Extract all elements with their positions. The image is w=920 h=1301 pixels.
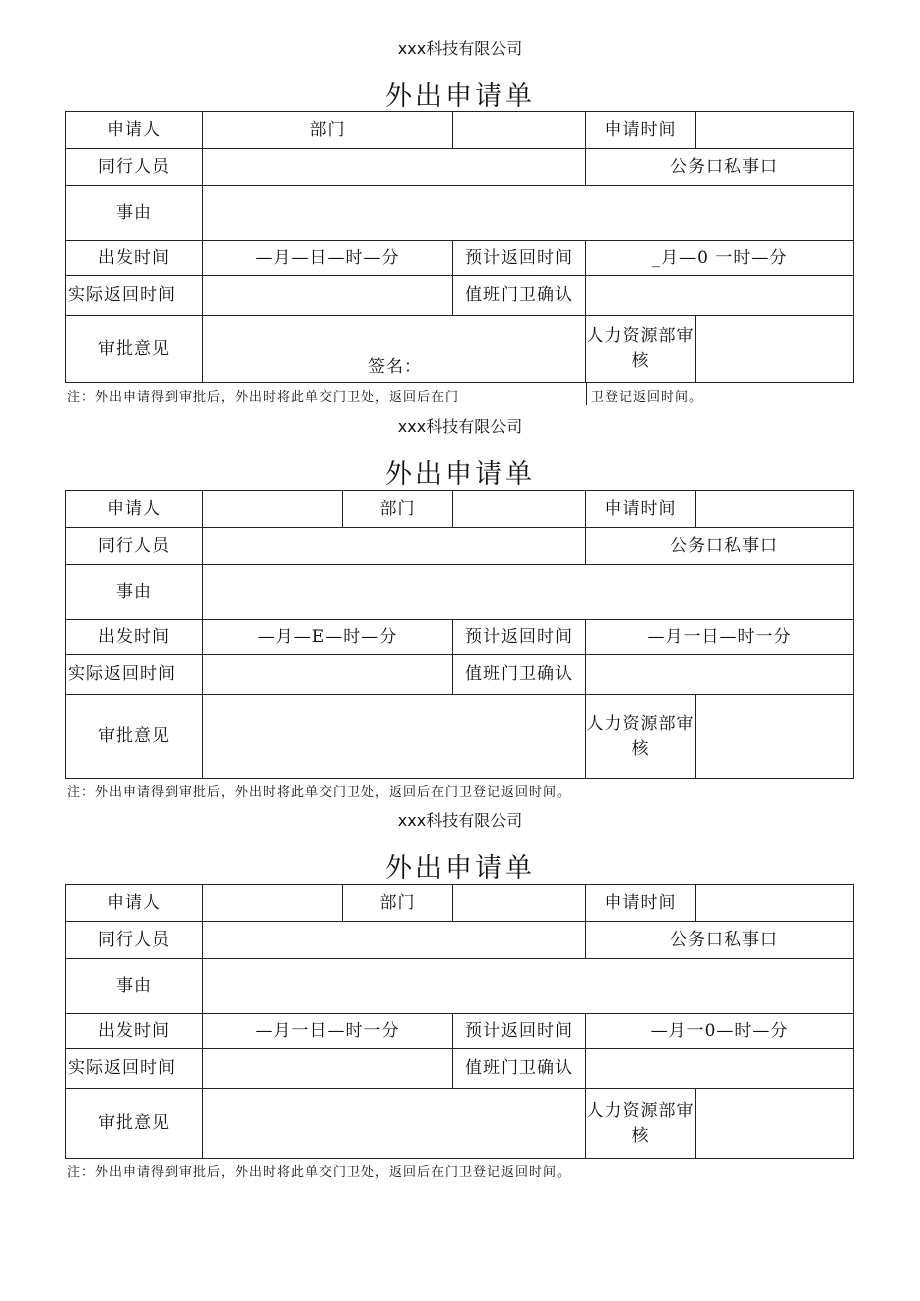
expected-return-field[interactable]: —月一0—时—分 <box>586 1014 854 1049</box>
approval-label: 审批意见 <box>66 695 203 779</box>
companions-label: 同行人员 <box>66 149 203 186</box>
actual-return-field[interactable] <box>203 655 453 695</box>
trip-type-choice[interactable]: 公务口私事口 <box>586 149 854 186</box>
companions-field[interactable] <box>203 528 586 565</box>
depart-time-label: 出发时间 <box>66 1014 203 1049</box>
signature-label: 签名： <box>368 357 422 378</box>
applicant-label: 申请人 <box>66 491 203 528</box>
department-field[interactable] <box>453 112 586 149</box>
guard-confirm-label: 值班门卫确认 <box>453 1049 586 1089</box>
company-name: xxx科技有限公司 <box>397 417 523 436</box>
company-name: xxx科技有限公司 <box>397 811 523 830</box>
expected-return-label: 预计返回时间 <box>453 620 586 655</box>
hr-review-field[interactable] <box>696 1089 854 1159</box>
companions-field[interactable] <box>203 922 586 959</box>
depart-time-field[interactable]: —月—E—时—分 <box>203 620 453 655</box>
reason-field[interactable] <box>203 959 854 1014</box>
form-note: 注：外出申请得到审批后，外出时将此单交门卫处，返回后在门卫登记返回时间。 <box>67 785 572 800</box>
apply-time-field[interactable] <box>696 885 854 922</box>
column-divider <box>586 383 587 405</box>
approval-field[interactable] <box>203 316 586 383</box>
reason-field[interactable] <box>203 186 854 241</box>
hr-review-label: 人力资源部审核 <box>586 1089 696 1159</box>
actual-return-label: 实际返回时间 <box>66 655 203 695</box>
application-form-table <box>65 884 854 1159</box>
approval-field[interactable] <box>203 695 586 779</box>
companions-label: 同行人员 <box>66 922 203 959</box>
reason-field[interactable] <box>203 565 854 620</box>
department-label: 部门 <box>343 491 453 528</box>
apply-time-label: 申请时间 <box>586 885 696 922</box>
application-form-table <box>65 111 854 383</box>
applicant-field[interactable] <box>203 491 343 528</box>
hr-review-label: 人力资源部审核 <box>586 695 696 779</box>
guard-confirm-field[interactable] <box>586 655 854 695</box>
hr-review-field[interactable] <box>696 695 854 779</box>
apply-time-label: 申请时间 <box>586 491 696 528</box>
guard-confirm-label: 值班门卫确认 <box>453 276 586 316</box>
form-note-continued: 卫登记返回时间。 <box>591 390 704 405</box>
approval-field[interactable] <box>203 1089 586 1159</box>
guard-confirm-label: 值班门卫确认 <box>453 655 586 695</box>
expected-return-field[interactable]: —月一日—时一分 <box>586 620 854 655</box>
expected-return-label: 预计返回时间 <box>453 1014 586 1049</box>
companions-label: 同行人员 <box>66 528 203 565</box>
reason-label: 事由 <box>66 959 203 1014</box>
applicant-label: 申请人 <box>66 112 203 149</box>
department-label: 部门 <box>343 885 453 922</box>
actual-return-label: 实际返回时间 <box>66 276 203 316</box>
actual-return-label: 实际返回时间 <box>66 1049 203 1089</box>
depart-time-label: 出发时间 <box>66 241 203 276</box>
apply-time-field[interactable] <box>696 112 854 149</box>
company-name: xxx科技有限公司 <box>397 39 523 58</box>
reason-label: 事由 <box>66 565 203 620</box>
trip-type-choice[interactable]: 公务口私事口 <box>586 922 854 959</box>
form-title: 外出申请单 <box>385 853 535 884</box>
companions-field[interactable] <box>203 149 586 186</box>
hr-review-label: 人力资源部审核 <box>586 316 696 383</box>
form-title: 外出申请单 <box>385 81 535 112</box>
expected-return-field[interactable]: _月—0 一时—分 <box>586 241 854 276</box>
form-note: 注：外出申请得到审批后，外出时将此单交门卫处，返回后在门 <box>67 390 460 405</box>
application-form-table <box>65 490 854 779</box>
depart-time-field[interactable]: —月—日—时—分 <box>203 241 453 276</box>
applicant-field[interactable] <box>203 885 343 922</box>
depart-time-field[interactable]: —月一日—时一分 <box>203 1014 453 1049</box>
actual-return-field[interactable] <box>203 1049 453 1089</box>
trip-type-choice[interactable]: 公务口私事口 <box>586 528 854 565</box>
form-note: 注：外出申请得到审批后，外出时将此单交门卫处，返回后在门卫登记返回时间。 <box>67 1165 572 1180</box>
hr-review-field[interactable] <box>696 316 854 383</box>
actual-return-field[interactable] <box>203 276 453 316</box>
approval-label: 审批意见 <box>66 316 203 383</box>
guard-confirm-field[interactable] <box>586 276 854 316</box>
form-title: 外出申请单 <box>385 459 535 490</box>
guard-confirm-field[interactable] <box>586 1049 854 1089</box>
department-field[interactable] <box>453 491 586 528</box>
reason-label: 事由 <box>66 186 203 241</box>
department-label: 部门 <box>203 112 453 149</box>
applicant-label: 申请人 <box>66 885 203 922</box>
apply-time-label: 申请时间 <box>586 112 696 149</box>
expected-return-label: 预计返回时间 <box>453 241 586 276</box>
approval-label: 审批意见 <box>66 1089 203 1159</box>
department-field[interactable] <box>453 885 586 922</box>
depart-time-label: 出发时间 <box>66 620 203 655</box>
apply-time-field[interactable] <box>696 491 854 528</box>
